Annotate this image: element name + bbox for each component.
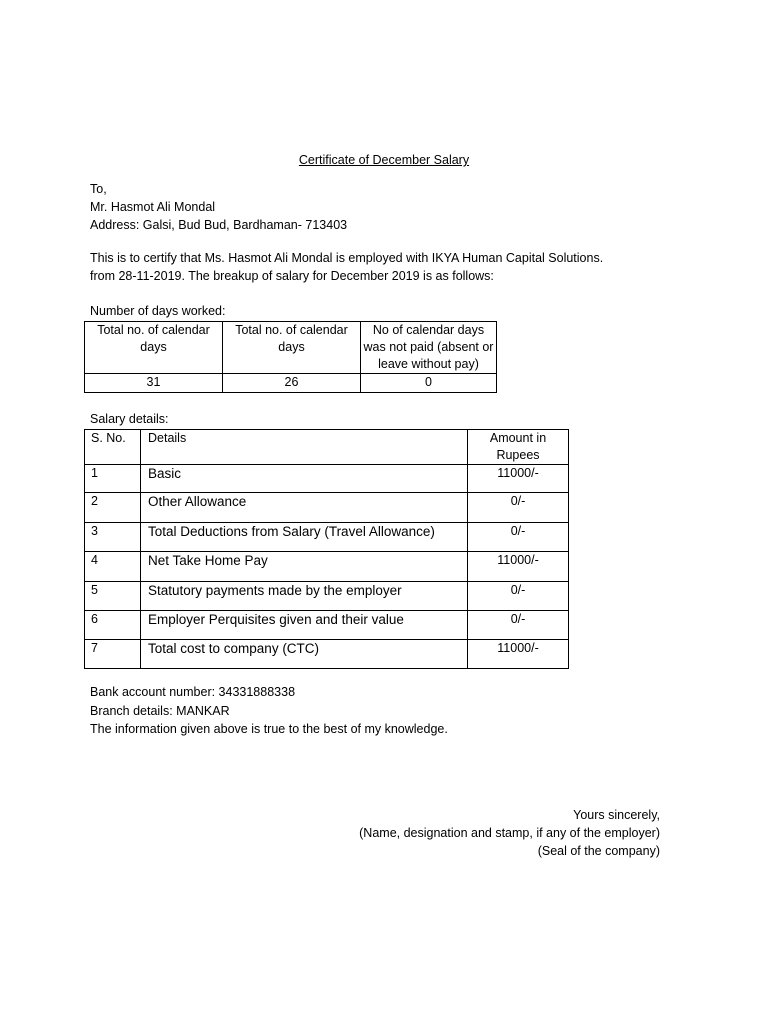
details-cell: Total Deductions from Salary (Travel Allowance)	[141, 523, 468, 552]
amount-cell: 11000/-	[468, 552, 569, 582]
sno-cell: 1	[85, 465, 141, 493]
body-line-2: from 28-11-2019. The breakup of salary for December 2019 is as follows:	[90, 269, 494, 283]
amount-cell: 0/-	[468, 611, 569, 640]
recipient-name: Mr. Hasmot Ali Mondal	[90, 200, 216, 214]
salary-details-label: Salary details:	[90, 412, 169, 426]
days-value-cell: 31	[85, 374, 223, 393]
salary-details-table	[84, 429, 569, 669]
days-table-value-row	[85, 374, 497, 393]
signature-note: (Name, designation and stamp, if any of the employer)	[359, 826, 660, 840]
table-row	[85, 465, 569, 493]
days-header-cell: Total no. of calendar days	[85, 322, 223, 374]
amount-cell: 11000/-	[468, 465, 569, 493]
days-value-cell: 26	[223, 374, 361, 393]
days-table-header-row	[85, 322, 497, 374]
sno-header: S. No.	[85, 430, 141, 465]
salutation: To,	[90, 182, 107, 196]
details-cell: Other Allowance	[141, 493, 468, 523]
table-row	[85, 640, 569, 669]
bank-account-line: Bank account number: 34331888338	[90, 685, 296, 699]
table-row	[85, 493, 569, 523]
days-header-cell: Total no. of calendar days	[223, 322, 361, 374]
sno-cell: 5	[85, 582, 141, 611]
amount-cell: 0/-	[468, 523, 569, 552]
table-row	[85, 523, 569, 552]
sno-cell: 6	[85, 611, 141, 640]
details-cell: Basic	[141, 465, 468, 493]
sno-cell: 3	[85, 523, 141, 552]
amount-header: Amount in Rupees	[468, 430, 569, 465]
table-row	[85, 582, 569, 611]
days-worked-label: Number of days worked:	[90, 304, 226, 318]
days-value-cell: 0	[361, 374, 497, 393]
amount-cell: 11000/-	[468, 640, 569, 669]
closing-line: Yours sincerely,	[573, 808, 660, 822]
days-worked-table	[84, 321, 497, 393]
sno-cell: 2	[85, 493, 141, 523]
days-header-cell: No of calendar days was not paid (absent or leave without pay)	[361, 322, 497, 374]
amount-cell: 0/-	[468, 582, 569, 611]
details-cell: Net Take Home Pay	[141, 552, 468, 582]
amount-cell: 0/-	[468, 493, 569, 523]
details-cell: Employer Perquisites given and their value	[141, 611, 468, 640]
seal-note: (Seal of the company)	[537, 844, 660, 858]
salary-table-header-row	[85, 430, 569, 465]
branch-details-line: Branch details: MANKAR	[90, 704, 230, 718]
details-header: Details	[141, 430, 468, 465]
body-line-1: This is to certify that Ms. Hasmot Ali Mondal is employed with IKYA Human Capital Solutions.	[90, 251, 604, 265]
sno-cell: 7	[85, 640, 141, 669]
sno-cell: 4	[85, 552, 141, 582]
details-cell: Statutory payments made by the employer	[141, 582, 468, 611]
details-cell: Total cost to company (CTC)	[141, 640, 468, 669]
table-row	[85, 552, 569, 582]
document-title: Certificate of December Salary	[298, 153, 470, 167]
table-row	[85, 611, 569, 640]
declaration-line: The information given above is true to the best of my knowledge.	[90, 722, 448, 736]
recipient-address: Address: Galsi, Bud Bud, Bardhaman- 713403	[90, 218, 348, 232]
